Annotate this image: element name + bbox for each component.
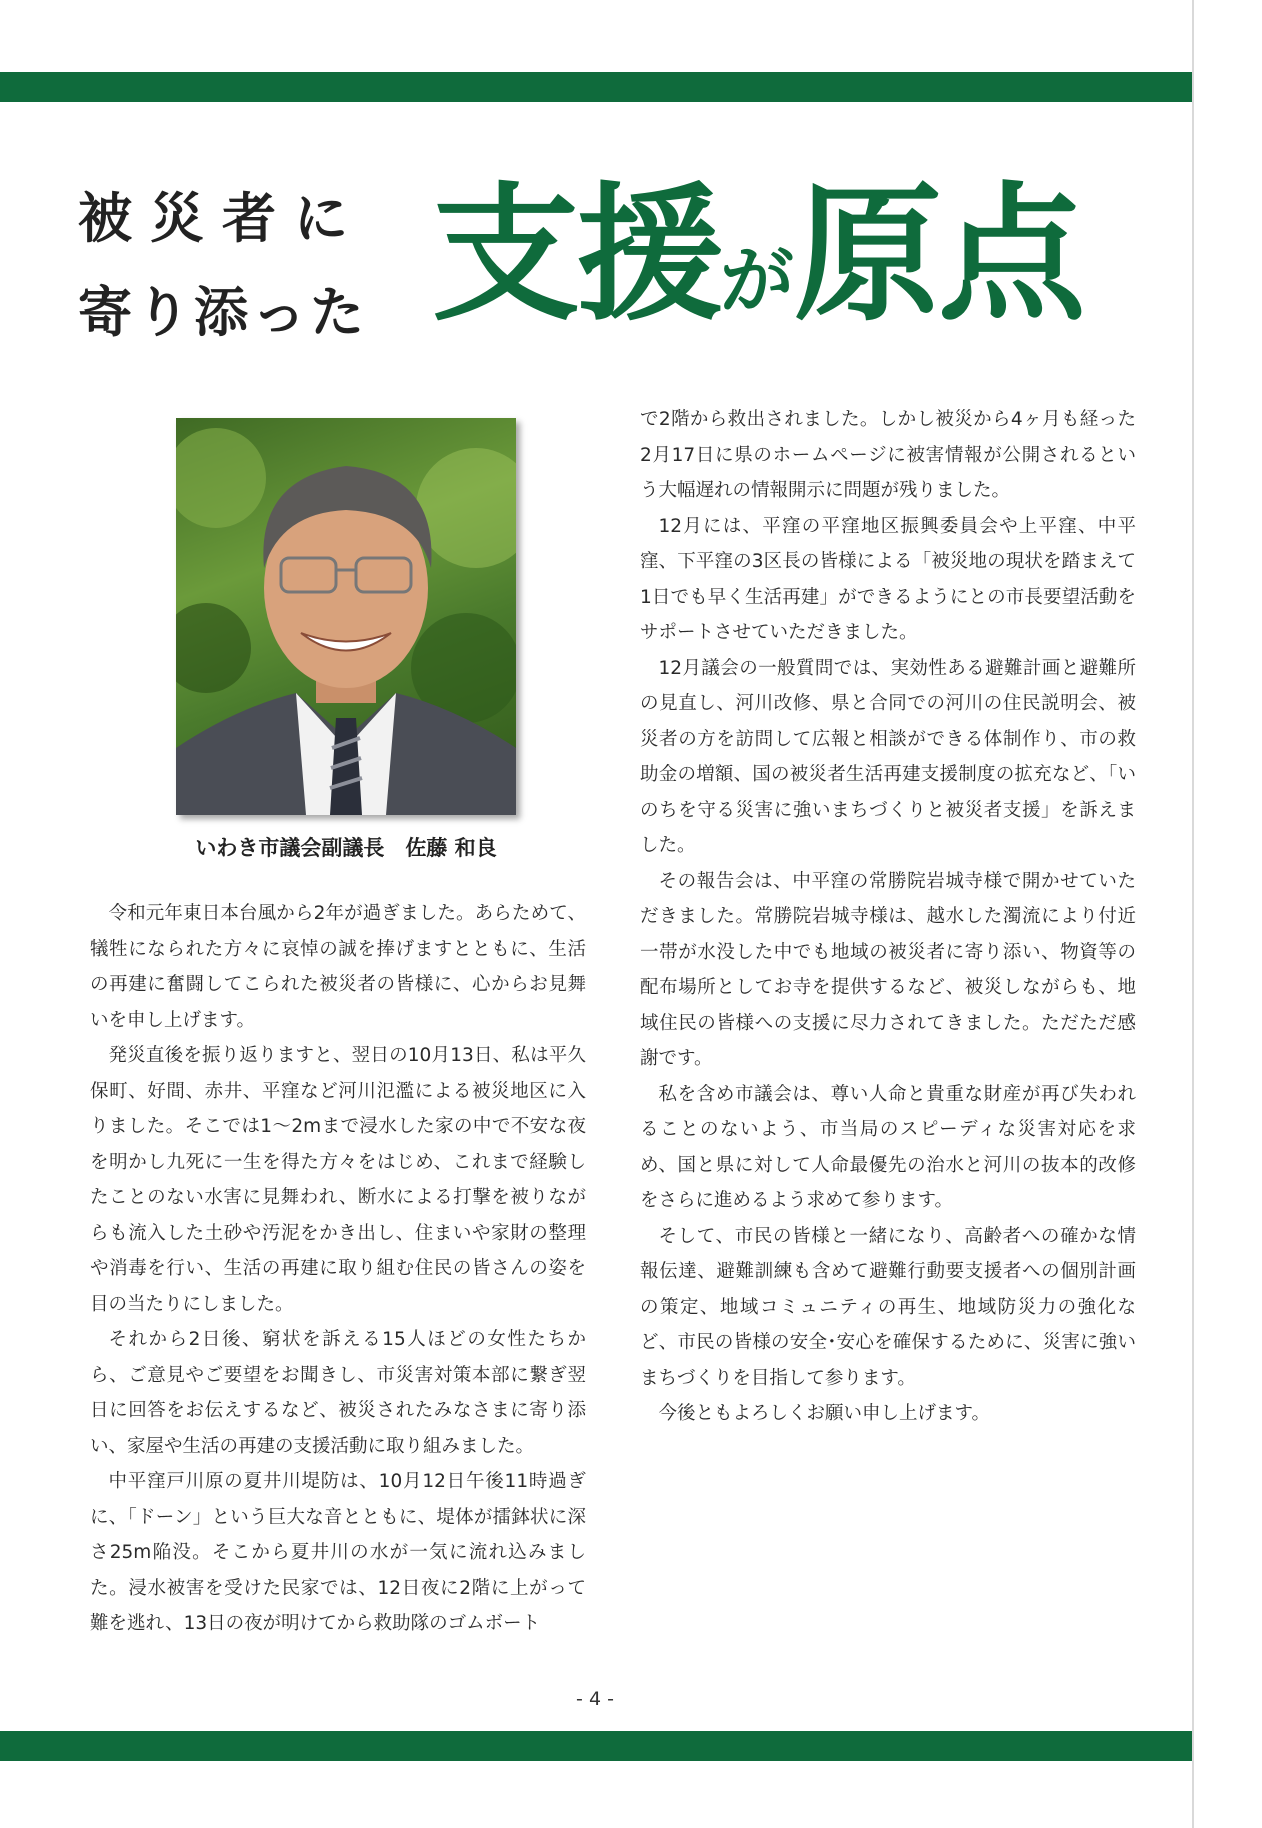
headline-small — [78, 172, 418, 360]
portrait-illustration — [176, 418, 516, 815]
headline-shien: 支援 — [432, 169, 720, 341]
right-continuation: で2階から救出されました。しかし被災から4ヶ月も経った2月17日に県のホームページに被害情報が公開されるという大幅遅れの情報開示に問題が残りました。 — [640, 409, 1136, 501]
right-paragraph: その報告会は、中平窪の常勝院岩城寺様で開かせていただきました。常勝院岩城寺様は、越水した濁流により付近一帯が水没した中でも地域の被災者に寄り添い、物資等の配布場所としてお寺を提供するなど、被災しながらも、地域住民の皆様への支援に尽力されてきました。ただただ感謝です。 — [640, 870, 1136, 1069]
right-paragraph: そして、市民の皆様と一緒になり、高齢者への確かな情報伝達、避難訓練も含めて避難行動要支援者への個別計画の策定、地域コミュニティの再生、地域防災力の強化など、市民の皆様の安全･安心を確保するために、災害に強いまちづくりを目指して参ります。 — [640, 1225, 1136, 1389]
headline-large — [432, 160, 1082, 350]
headline-line1: 被災者に — [78, 187, 366, 250]
page-edge-line — [1192, 0, 1194, 1828]
left-paragraph: それから2日後、窮状を訴える15人ほどの女性たちから、ご意見やご要望をお聞きし、市災害対策本部に繋ぎ翌日に回答をお伝えするなど、被災されたみなさまに寄り添い、家屋や生活の再建の支援活動に取り組みました。 — [90, 1329, 586, 1457]
right-column — [640, 402, 1136, 1432]
headline-ga: が — [720, 238, 794, 324]
headline-line2: 寄り添った — [78, 281, 368, 344]
left-paragraph: 中平窪戸川原の夏井川堤防は、10月12日午後11時過ぎに、「ドーン」という巨大な音とともに、堤体が擂鉢状に深さ25m陥没。そこから夏井川の水が一気に流れ込みました。浸水被害を受けた民家では、12日夜に2階に上がって難を逃れ、13日の夜が明けてから救助隊のゴムボート — [90, 1471, 586, 1634]
left-paragraph: 発災直後を振り返りますと、翌日の10月13日、私は平久保町、好間、赤井、平窪など河川氾濫による被災地区に入りました。そこでは1～2mまで浸水した家の中で不安な夜を明かし九死に一生を得た方々をはじめ、これまで経験したことのない水害に見舞われ、断水による打撃を被りながらも流入した土砂や汚泥をかき出し、住まいや家財の整理や消毒を行い、生活の再建に取り組む住民の皆さんの姿を目の当たりにしました。 — [90, 1045, 586, 1315]
portrait-photo — [176, 418, 516, 815]
right-paragraph: 今後ともよろしくお願い申し上げます。 — [658, 1403, 991, 1424]
photo-caption: いわき市議会副議長 佐藤 和良 — [195, 836, 497, 860]
right-paragraph: 12月には、平窪の平窪地区振興委員会や上平窪、中平窪、下平窪の3区長の皆様による「被災地の現状を踏まえて1日でも早く生活再建」ができるようにとの市長要望活動をサポートさせていただきました。 — [640, 515, 1136, 643]
left-paragraph: 令和元年東日本台風から2年が過ぎました。あらためて、犠牲になられた方々に哀悼の誠を捧げますとともに、生活の再建に奮闘してこられた被災者の皆様に、心からお見舞いを申し上げます。 — [90, 903, 586, 1031]
bottom-green-band — [0, 1731, 1192, 1761]
left-column — [90, 896, 586, 1642]
right-paragraph: 12月議会の一般質問では、実効性ある避難計画と避難所の見直し、河川改修、県と合同での河川の住民説明会、被災者の方を訪問して広報と相談ができる体制作り、市の救助金の増額、国の被災者生活再建支援制度の拡充など、「いのちを守る災害に強いまちづくりと被災者支援」を訴えました。 — [640, 657, 1136, 856]
page-number: - 4 - — [576, 1688, 614, 1710]
top-green-band — [0, 72, 1192, 102]
headline-genten: 原点 — [794, 169, 1082, 341]
right-paragraph: 私を含め市議会は、尊い人命と貴重な財産が再び失われることのないよう、市当局のスピーディな災害対応を求め、国と県に対して人命最優先の治水と河川の抜本的改修をさらに進めるよう求めて参ります。 — [640, 1083, 1136, 1211]
